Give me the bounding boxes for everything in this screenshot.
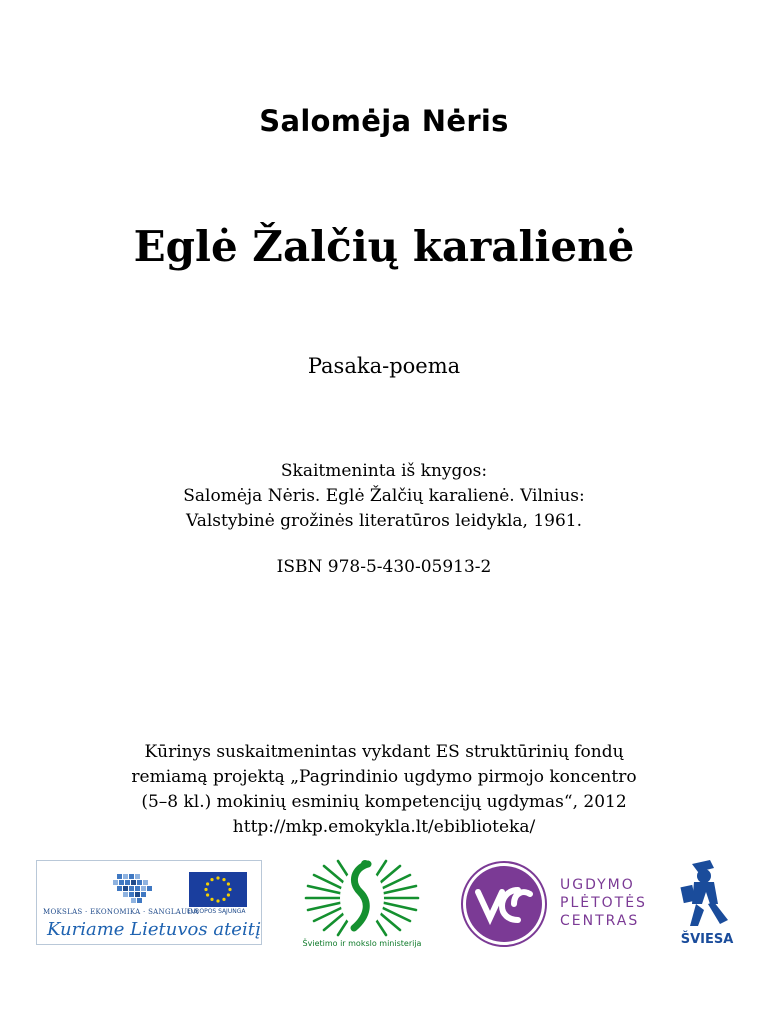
project-line: remiamą projektą „Pagrindinio ugdymo pirmojo koncentro — [131, 767, 637, 787]
ministry-caption: Švietimo ir mokslo ministerija — [302, 939, 422, 948]
upc-line: PLĖTOTĖS — [560, 895, 647, 911]
book-title: Eglė Žalčių karalienė — [133, 222, 635, 271]
isbn: ISBN 978-5-430-05913-2 — [276, 557, 492, 577]
upc-line: UGDYMO — [560, 877, 635, 893]
sviesa-reader-icon — [676, 858, 738, 930]
ministry-sunburst-icon — [298, 858, 426, 938]
source-line: Skaitmeninta iš knygos: — [280, 461, 488, 481]
eu-label: EUROPOS SĄJUNGA — [187, 908, 246, 915]
kuriame-tagline: MOKSLAS · EKONOMIKA · SANGLAUDA — [43, 908, 199, 916]
source-line: Valstybinė grožinės literatūros leidykla, 1961. — [185, 511, 583, 531]
author-name: Salomėja Nėris — [259, 104, 509, 138]
ministry-logo — [298, 858, 426, 953]
upc-name — [560, 876, 647, 930]
upc-circle-icon — [458, 860, 550, 948]
kuriame-slogan: Kuriame Lietuvos ateitį — [47, 919, 261, 940]
sviesa-caption: ŠVIESA — [680, 932, 734, 947]
project-url[interactable]: http://mkp.emokykla.lt/ebiblioteka/ — [232, 817, 536, 837]
project-line: Kūrinys suskaitmenintas vykdant ES struktūrinių fondų — [144, 742, 624, 762]
kuriame-lietuvos-ateiti-logo — [36, 860, 262, 945]
genre-label: Pasaka-poema — [307, 354, 461, 378]
upc-logo — [458, 860, 658, 948]
upc-line: CENTRAS — [560, 913, 640, 929]
lithuania-pixel-map-icon — [113, 872, 159, 906]
project-note — [0, 740, 768, 840]
source-note — [0, 459, 768, 534]
project-line: (5–8 kl.) mokinių esminių kompetencijų ugdymas“, 2012 — [141, 792, 627, 812]
eu-flag-icon — [189, 872, 247, 907]
sviesa-logo — [676, 858, 738, 950]
source-line: Salomėja Nėris. Eglė Žalčių karalienė. Vilnius: — [183, 486, 585, 506]
